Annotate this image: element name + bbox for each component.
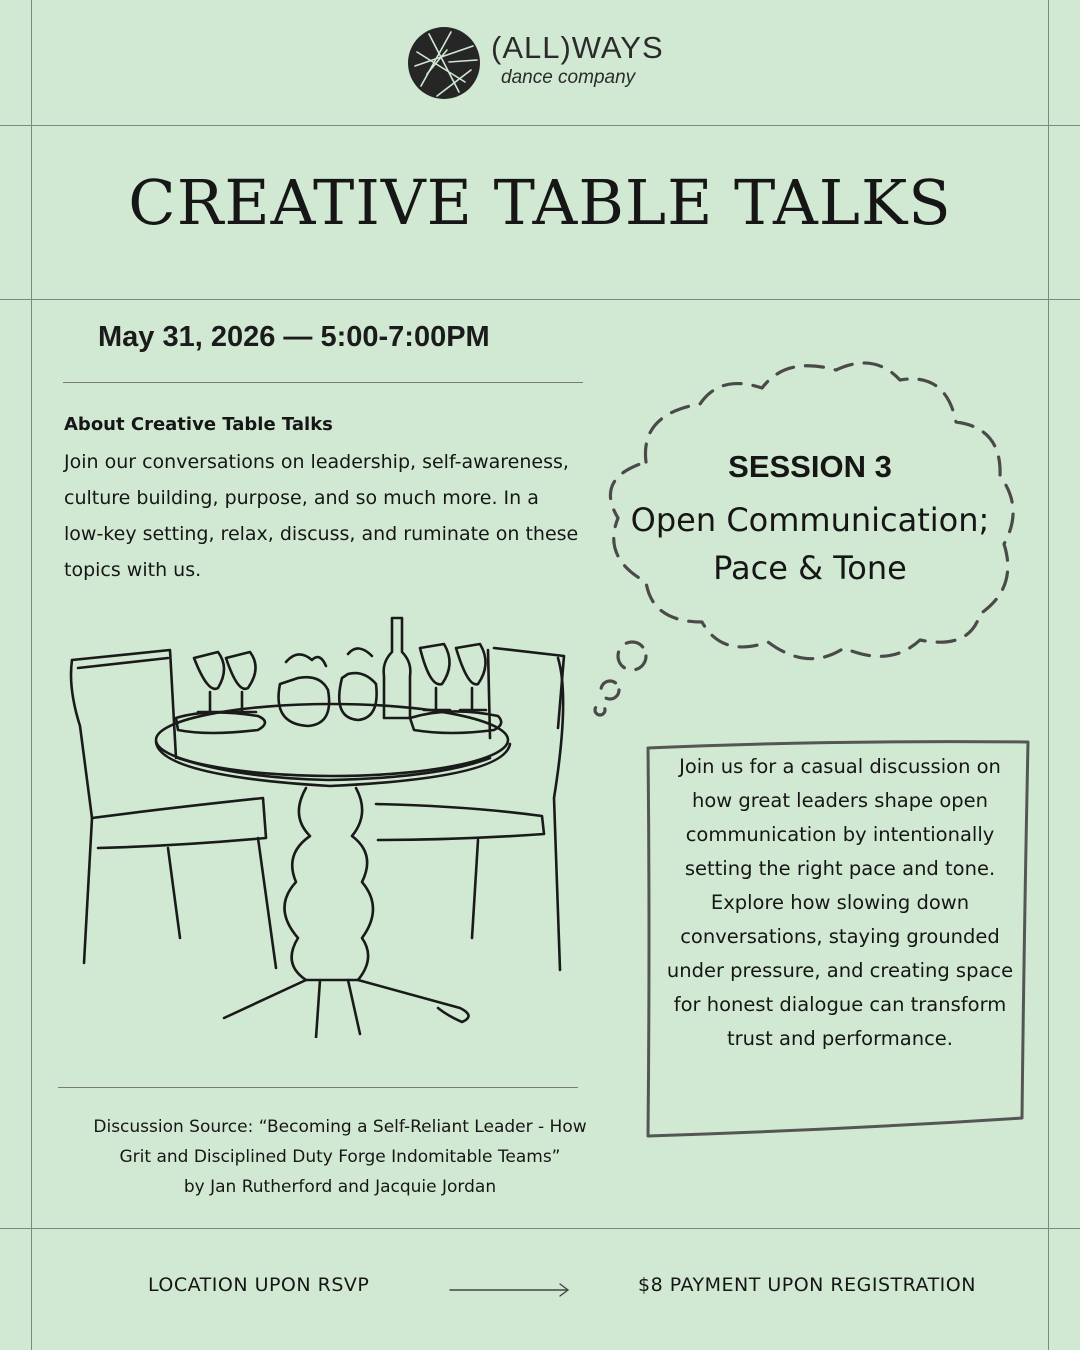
discussion-source-line1: Discussion Source: “Becoming a Self-Reliant Leader - How: [93, 1117, 587, 1137]
source-divider-rule: [58, 1087, 578, 1088]
brand-name: (ALL)WAYS: [491, 30, 664, 65]
table-with-chairs-sketch-icon: [58, 608, 578, 1038]
footer-location: LOCATION UPON RSVP: [148, 1274, 370, 1296]
page-title: CREATIVE TABLE TALKS: [128, 166, 952, 239]
footer-divider-line: [0, 1228, 1080, 1229]
event-date: May 31, 2026 — 5:00-7:00PM: [98, 321, 490, 353]
right-arrow-icon: [448, 1280, 572, 1300]
footer-payment: $8 PAYMENT UPON REGISTRATION: [638, 1274, 976, 1296]
session-label: SESSION 3: [728, 449, 892, 484]
discussion-source-line2: Grit and Disciplined Duty Forge Indomitable Teams”: [119, 1147, 561, 1167]
abstract-web-circle-icon: [407, 26, 481, 100]
session-description: Join us for a casual discussion on how great leaders shape open communication by intentionally setting the right pace and tone. Explore how slowing down conversations, staying grounded under pressure, and creating space for honest dialogue can transform trust and performance.: [666, 755, 1014, 1050]
discussion-source-line3: by Jan Rutherford and Jacquie Jordan: [183, 1177, 497, 1197]
discussion-source: [40, 1112, 640, 1202]
about-section: [64, 410, 584, 588]
brand-subtitle: dance company: [501, 67, 636, 88]
date-divider-rule: [63, 382, 583, 383]
about-heading: About Creative Table Talks: [64, 414, 333, 435]
header-divider-line: [0, 125, 1080, 126]
about-body: Join our conversations on leadership, self-awareness, culture building, purpose, and so much more. In a low-key setting, relax, discuss, and ruminate on these topics with us.: [64, 451, 579, 581]
title-divider-line: [0, 299, 1080, 300]
session-topic-line1: Open Communication;: [630, 501, 990, 539]
session-topic-line2: Pace & Tone: [713, 549, 907, 587]
session-topic: [610, 496, 1010, 592]
brand-logo: [407, 26, 687, 102]
